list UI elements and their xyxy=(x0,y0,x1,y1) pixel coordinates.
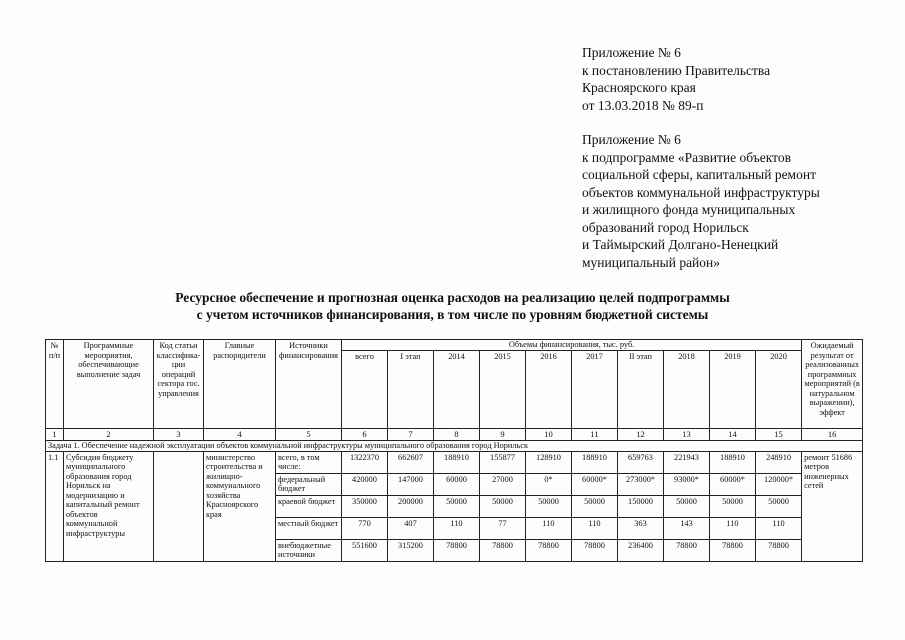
header-result: Ожидаемый результат от реализованных программных мероприятий (в натуральном выражении), эффект xyxy=(802,340,863,429)
value-cell: 273000* xyxy=(618,473,664,495)
value-cell: 188910 xyxy=(434,451,480,473)
value-cell: 110 xyxy=(526,517,572,539)
header-sub-2015: 2015 xyxy=(480,350,526,428)
value-cell: 110 xyxy=(434,517,480,539)
value-cell: 248910 xyxy=(756,451,802,473)
value-cell: 60000* xyxy=(572,473,618,495)
appendix-subprogram-line: и Таймырский Долгано-Ненецкий xyxy=(582,237,779,252)
value-cell: 50000 xyxy=(480,495,526,517)
value-cell: 188910 xyxy=(572,451,618,473)
value-cell: 78800 xyxy=(664,539,710,561)
header-num: № п/п xyxy=(46,340,64,429)
task-row: Задача 1. Обеспечение надежной эксплуатации объектов коммунальной инфраструктуры муниципального образования город Норильск xyxy=(46,441,863,452)
value-cell: 50000 xyxy=(434,495,480,517)
appendix-decree-line: Красноярского края xyxy=(582,80,696,95)
header-measures: Программные мероприятия, обеспечивающие выполнение задач xyxy=(64,340,154,429)
value-cell: 110 xyxy=(710,517,756,539)
value-cell: 60000* xyxy=(710,473,756,495)
appendix-subprogram-line: объектов коммунальной инфраструктуры xyxy=(582,184,820,200)
header-sources: Источники финансирования xyxy=(276,340,342,429)
column-number: 3 xyxy=(154,428,204,441)
item-manager: министерство строительства и жилищно-коммунального хозяйства Красноярского края xyxy=(204,451,276,561)
value-cell: 78800 xyxy=(572,539,618,561)
appendix-subprogram-line: Приложение № 6 xyxy=(582,132,681,147)
column-number-row xyxy=(46,428,863,441)
value-cell: 350000 xyxy=(342,495,388,517)
column-number: 7 xyxy=(388,428,434,441)
value-cell: 659763 xyxy=(618,451,664,473)
header-sub-stage1: I этап xyxy=(388,350,434,428)
header-managers: Главные распорядители xyxy=(204,340,276,429)
value-cell: 147000 xyxy=(388,473,434,495)
source-federal: федеральный бюджет xyxy=(276,473,342,495)
value-cell: 662607 xyxy=(388,451,434,473)
column-number: 15 xyxy=(756,428,802,441)
value-cell: 110 xyxy=(572,517,618,539)
resource-table xyxy=(45,339,863,562)
source-local: местный бюджет xyxy=(276,517,342,539)
item-result: ремонт 51686 метров инженерных сетей xyxy=(802,451,863,561)
column-number: 14 xyxy=(710,428,756,441)
value-cell: 1322370 xyxy=(342,451,388,473)
column-number: 13 xyxy=(664,428,710,441)
value-cell: 50000 xyxy=(664,495,710,517)
appendix-decree-line: от 13.03.2018 № 89-п xyxy=(582,97,704,113)
appendix-subprogram-line: муниципальный район» xyxy=(582,254,721,270)
value-cell: 78800 xyxy=(710,539,756,561)
header-sub-2017: 2017 xyxy=(572,350,618,428)
value-cell: 188910 xyxy=(710,451,756,473)
appendix-subprogram-line: к подпрограмме «Развитие объектов xyxy=(582,149,791,165)
value-cell: 143 xyxy=(664,517,710,539)
column-number: 16 xyxy=(802,428,863,441)
value-cell: 221943 xyxy=(664,451,710,473)
column-number: 6 xyxy=(342,428,388,441)
value-cell: 50000 xyxy=(710,495,756,517)
value-cell: 78800 xyxy=(526,539,572,561)
value-cell: 110 xyxy=(756,517,802,539)
header-sub-2016: 2016 xyxy=(526,350,572,428)
value-cell: 363 xyxy=(618,517,664,539)
value-cell: 78800 xyxy=(480,539,526,561)
appendix-subprogram-line: образований город Норильск xyxy=(582,219,749,235)
value-cell: 551600 xyxy=(342,539,388,561)
item-code xyxy=(154,451,204,561)
appendix-decree-line: Приложение № 6 xyxy=(582,45,681,60)
value-cell: 150000 xyxy=(618,495,664,517)
value-cell: 78800 xyxy=(756,539,802,561)
title-line-1: Ресурсное обеспечение и прогнозная оценка расходов на реализацию целей подпрограммы xyxy=(175,290,730,305)
value-cell: 770 xyxy=(342,517,388,539)
column-number: 4 xyxy=(204,428,276,441)
header-code: Код статьи классифика-ции операций сектора гос. управления xyxy=(154,340,204,429)
column-number: 1 xyxy=(46,428,64,441)
value-cell: 78800 xyxy=(434,539,480,561)
value-cell: 236400 xyxy=(618,539,664,561)
document-title xyxy=(0,289,905,323)
title-line-2: с учетом источников финансирования, в том числе по уровням бюджетной системы xyxy=(196,307,709,322)
column-number: 2 xyxy=(64,428,154,441)
column-number: 10 xyxy=(526,428,572,441)
appendix-subprogram-line: и жилищного фонда муниципальных xyxy=(582,202,796,217)
column-number: 9 xyxy=(480,428,526,441)
value-cell: 420000 xyxy=(342,473,388,495)
value-cell: 128910 xyxy=(526,451,572,473)
value-cell: 93000* xyxy=(664,473,710,495)
value-cell: 27000 xyxy=(480,473,526,495)
appendix-decree-block xyxy=(582,44,770,114)
value-cell: 155877 xyxy=(480,451,526,473)
value-cell: 0* xyxy=(526,473,572,495)
value-cell: 120000* xyxy=(756,473,802,495)
value-cell: 50000 xyxy=(756,495,802,517)
value-cell: 200000 xyxy=(388,495,434,517)
item-name: Субсидия бюджету муниципального образования город Норильск на модернизацию и капитальный ремонт объектов коммунальной инфраструктуры xyxy=(64,451,154,561)
header-volumes: Объемы финансирования, тыс. руб. xyxy=(342,340,802,351)
header-sub-total: всего xyxy=(342,350,388,428)
header-sub-2019: 2019 xyxy=(710,350,756,428)
column-number: 11 xyxy=(572,428,618,441)
value-cell: 50000 xyxy=(526,495,572,517)
header-sub-2014: 2014 xyxy=(434,350,480,428)
header-sub-2018: 2018 xyxy=(664,350,710,428)
value-cell: 60000 xyxy=(434,473,480,495)
value-cell: 50000 xyxy=(572,495,618,517)
value-cell: 315200 xyxy=(388,539,434,561)
column-number: 8 xyxy=(434,428,480,441)
header-sub-2020: 2020 xyxy=(756,350,802,428)
value-cell: 77 xyxy=(480,517,526,539)
source-total: всего, в том числе: xyxy=(276,451,342,473)
source-extrabudgetary: внебюджетные источники xyxy=(276,539,342,561)
appendix-decree-line: к постановлению Правительства xyxy=(582,62,771,78)
column-number: 5 xyxy=(276,428,342,441)
value-cell: 407 xyxy=(388,517,434,539)
column-number: 12 xyxy=(618,428,664,441)
source-regional: краевой бюджет xyxy=(276,495,342,517)
appendix-subprogram-block xyxy=(582,131,820,271)
item-num: 1.1 xyxy=(46,451,64,561)
header-sub-stage2: II этап xyxy=(618,350,664,428)
appendix-subprogram-line: социальной сферы, капитальный ремонт xyxy=(582,167,816,182)
